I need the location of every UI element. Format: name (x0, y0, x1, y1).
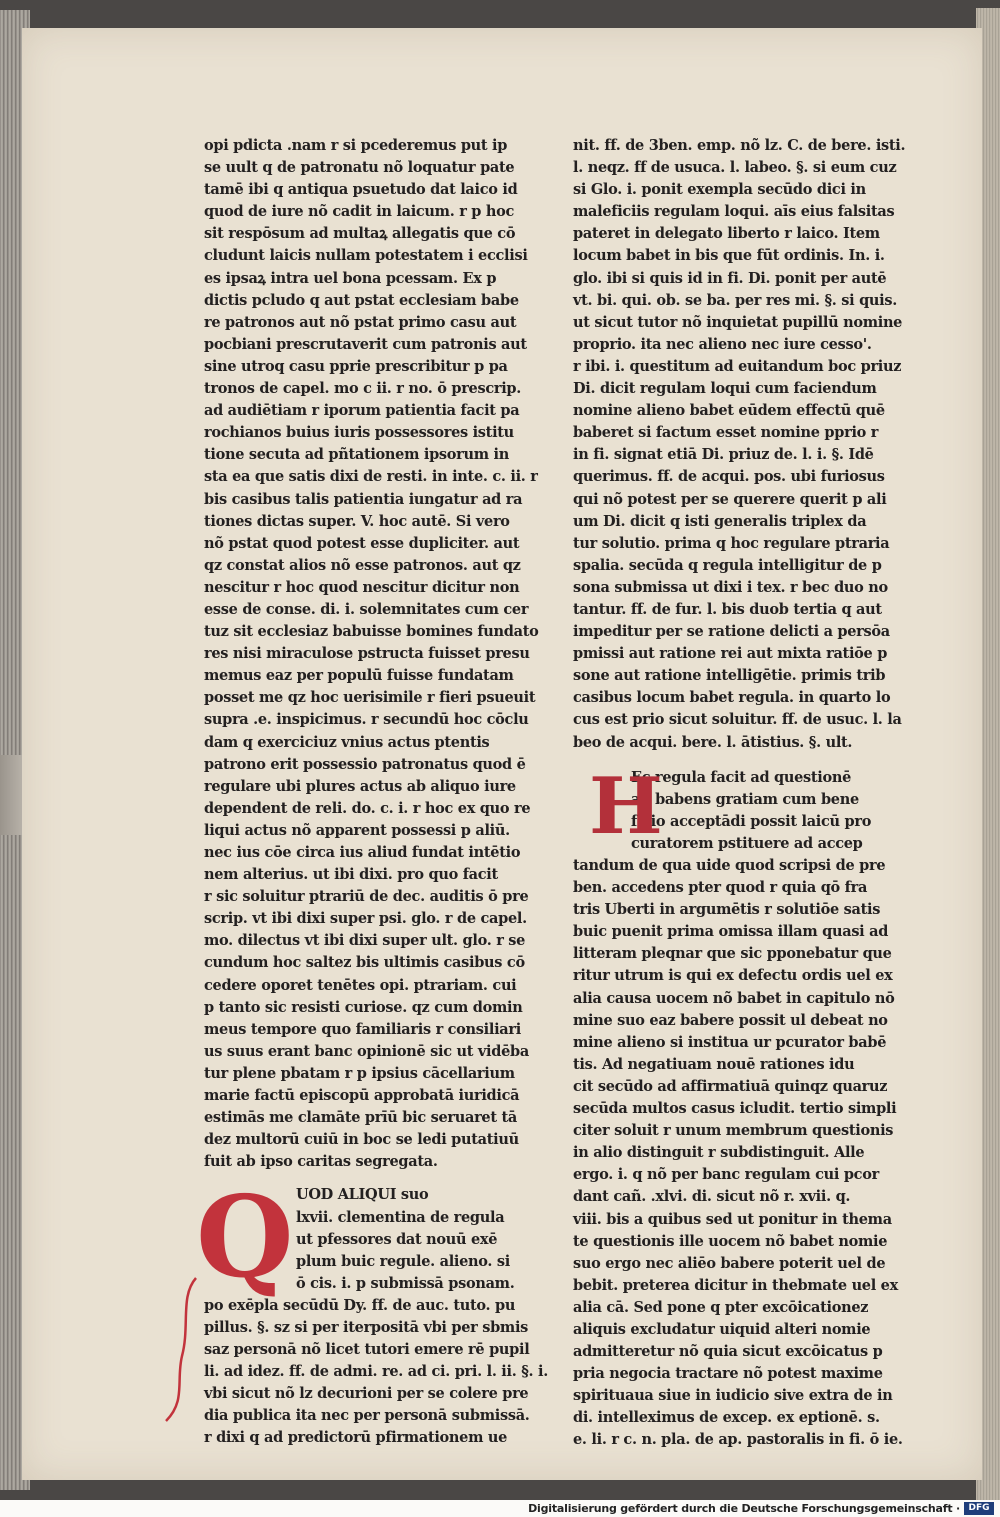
text-line: qz constat alios nõ esse patronos. aut qz (204, 556, 521, 574)
text-line: pateret in delegato liberto r laico. Item (573, 225, 880, 243)
text-line: proprio. ita nec alieno nec iure cesso'. (573, 335, 872, 353)
text-line: rochianos buius iuris possessores istitu (204, 424, 514, 442)
text-line: ō cis. i. p submissā psonam. (296, 1274, 515, 1292)
text-line: tandum de qua uide quod scripsi de pre (573, 857, 886, 874)
text-line: tur solutio. prima q hoc regulare ptraria (573, 534, 890, 552)
text-line: qui nõ potest per se querere querit p ali (573, 490, 887, 508)
text-line: alia cā. Sed pone q pter excōicationez (573, 1298, 869, 1316)
text-line: liqui actus nõ apparent possessi p aliū. (204, 821, 510, 839)
text-line: sit respōsum ad multaꝝ allegatis que cō (204, 225, 516, 243)
text-line: si Glo. i. ponit exempla secūdo dici in (573, 181, 866, 199)
text-line: patrono erit possessio patronatus quod ē (204, 755, 526, 773)
text-line: casibus locum babet regula. in quarto lo (573, 689, 891, 707)
text-line: mine suo eaz babere possit ul debeat no (573, 1011, 888, 1029)
initial-q-rubric: Q (196, 1172, 294, 1304)
text-line: querimus. ff. de acqui. pos. ubi furiosus (573, 468, 885, 486)
initial-q-flourish (160, 1276, 200, 1426)
text-line: pmissi aut ratione rei aut mixta ratiōe p (573, 645, 888, 663)
text-line: po exēpla secūdū Dy. ff. de auc. tuto. pu (204, 1296, 516, 1314)
text-line: nem alterius. ut ibi dixi. pro quo facit (204, 866, 498, 884)
text-line: ben. accedens pter quod r quia qō fra (573, 879, 868, 897)
text-line: estimās me clamāte prīū bic seruaret tā (204, 1109, 517, 1127)
text-line: tamē ibi q antiqua psuetudo dat laico id (204, 181, 518, 199)
text-line: maleficiis regulam loqui. aīs eius falsitas (573, 203, 895, 221)
text-line: saz personā nõ licet tutori emere rē pupil (204, 1341, 530, 1359)
text-line: nit. ff. de 3ben. emp. nõ lz. C. de bere. isti. (573, 137, 906, 154)
text-line: buic puenit prima omissa illam quasi ad (573, 923, 889, 941)
text-line: supra .e. inspicimus. r secundū hoc cōclu (204, 711, 529, 729)
text-line: p tanto sic resisti curiose. qz cum domin (204, 998, 523, 1016)
text-line: pillus. §. sz si per iterpositā vbi per sbmis (204, 1318, 529, 1336)
left-text-column (196, 135, 548, 1450)
text-line: ad audiētiam r iporum patientia facit pa (204, 402, 520, 420)
text-line: impeditur per se ratione delicti a persōa (573, 623, 890, 641)
text-line: se uult q de patronatu nõ loquatur pate (204, 159, 515, 177)
text-line: glo. ibi si quis id in fi. Di. ponit per autē (573, 269, 887, 287)
text-line: r sic soluitur ptrariū de dec. auditis ō pre (204, 888, 529, 906)
text-line: spalia. secūda q regula intelligitur de p (573, 556, 882, 574)
text-line: UOD ALIQUI suo (296, 1186, 429, 1204)
text-line: nescitur r hoc quod nescitur dicitur non (204, 578, 520, 596)
text-line: l. neqz. ff de usuca. l. labeo. §. si eum cuz (573, 159, 897, 177)
text-line: memus eaz per populū fuisse fundatam (204, 667, 514, 685)
text-line: citer soluit r unum membrum questionis (573, 1122, 894, 1140)
text-line: spirituaua siue in iudicio sive extra de in (573, 1387, 893, 1405)
text-line: tronos de capel. mo c ii. r no. ō prescrip. (204, 380, 521, 398)
text-line: meus tempore quo familiaris r consiliari (204, 1020, 521, 1038)
text-line: r dixi q ad predictorū pfirmationem ue (204, 1429, 508, 1447)
initial-h-rubric: H (589, 760, 663, 852)
text-line: dant cañ. .xlvi. di. sicut nõ r. xvii. q. (573, 1188, 851, 1206)
text-line: plum buic regule. alieno. si (296, 1252, 510, 1270)
text-line: cundum hoc saltez bis ultimis casibus cō (204, 954, 525, 972)
text-line: vbi sicut nõ lz decurioni per se colere pre (204, 1385, 529, 1403)
text-line: bis casibus talis patientia iungatur ad ra (204, 490, 523, 508)
text-line: tris Uberti in argumētis r solutiōe satis (573, 901, 881, 919)
text-line: fuit ab ipso caritas segregata. (204, 1153, 438, 1171)
left-paragraph-1 (204, 135, 539, 1173)
text-line: dia publica ita nec per personā submissā. (204, 1407, 530, 1425)
text-line: mine alieno si institua ur pcurator babē (573, 1033, 887, 1051)
text-line: esse de conse. di. i. solemnitates cum cer (204, 600, 529, 618)
text-line: baberet si factum esset nomine pprio r (573, 424, 879, 442)
text-line: regulare ubi plures actus ab aliquo iure (204, 777, 516, 795)
text-line: Di. dicit regulam loqui cum faciendum (573, 380, 877, 398)
text-line: alia causa uocem nõ babet in capitulo nō (573, 989, 895, 1007)
text-line: in fi. signat etiā Di. priuz de. l. i. §. Idē (573, 446, 874, 464)
digitization-credit: Digitalisierung gefördert durch die Deutsche Forschungsgemeinschaft · (528, 1502, 960, 1515)
text-line: pocbiani prescrutaverit cum patronis aut (204, 335, 527, 353)
dfg-logo: DFG (964, 1502, 994, 1515)
right-text-column (573, 135, 906, 1452)
right-paragraph-1 (573, 135, 906, 754)
text-line: li. ad idez. ff. de admi. re. ad ci. pri. l. ii. §. i. (204, 1363, 548, 1381)
text-line: bebit. preterea dicitur in thebmate uel ex (573, 1276, 898, 1294)
text-line: tiones dictas super. V. hoc autē. Si vero (204, 512, 510, 530)
text-line: pria negocia tractare nõ potest maxime (573, 1365, 883, 1383)
text-line: res nisi miraculose pstructa fuisset presu (204, 645, 530, 663)
text-line: um Di. dicit q isti generalis triplex da (573, 512, 867, 530)
text-line: cedere oporet tenētes opi. ptrariam. cui (204, 976, 517, 994)
text-line: ut pfessores dat nouū exē (296, 1230, 498, 1248)
text-line: tione secuta ad pñtationem ipsorum in (204, 446, 509, 464)
text-line: sine utroq casu pprie prescribitur p pa (204, 357, 508, 375)
text-line: mo. dilectus vt ibi dixi super ult. glo. r se (204, 932, 526, 950)
text-line: di. intelleximus de excep. ex eptionē. s. (573, 1409, 880, 1427)
text-line: sone aut ratione intelligētie. primis trib (573, 667, 886, 685)
text-line: dictis pcludo q aut pstat ecclesiam babe (204, 291, 519, 309)
text-line: posset me qz hoc uerisimile r fieri psueuit (204, 689, 536, 707)
text-line: dam q exerciciuz vnius actus ptentis (204, 733, 490, 751)
text-line: tantur. ff. de fur. l. bis duob tertia q aut (573, 600, 882, 618)
text-line: admitteretur nõ quia sicut excōicatus p (573, 1343, 883, 1361)
text-line: sona submissa ut dixi i tex. r bec duo no (573, 578, 888, 596)
text-line: an babens gratiam cum bene (631, 790, 859, 808)
text-line: e. li. r c. n. pla. de ap. pastoralis in fi. ō ie. (573, 1431, 903, 1449)
text-line: us suus erant banc opinionē sic ut vidēba (204, 1042, 529, 1060)
text-line: dez multorū cuiū in boc se ledi putatiuū (204, 1131, 519, 1149)
text-line: nec ius cōe circa ius aliud fundat intētio (204, 844, 521, 861)
text-line: r ibi. i. questitum ad euitandum boc priuz (573, 357, 902, 375)
text-line: in alio distinguit r subdistinguit. Alle (573, 1144, 865, 1162)
text-line: aliquis excludatur uiquid alteri nomie (573, 1320, 871, 1338)
text-line: tis. Ad negatiuam nouē rationes idu (573, 1055, 855, 1073)
text-line: opi pdicta .nam r si pcederemus put ip (204, 137, 508, 154)
text-line: ficio acceptādi possit laicū pro (631, 812, 872, 830)
text-line: lxvii. clementina de regula (296, 1208, 505, 1226)
text-line: dependent de reli. do. c. i. r hoc ex quo re (204, 799, 531, 817)
text-line: ut sicut tutor nõ inquietat pupillū nomine (573, 313, 903, 331)
text-line: nõ pstat quod potest esse dupliciter. aut (204, 534, 520, 552)
text-line: curatorem pstituere ad accep (631, 834, 863, 852)
text-line: tur plene pbatam r p ipsius cācellarium (204, 1064, 515, 1082)
text-line: cit secūdo ad affirmatiuā quinqz quaruz (573, 1077, 888, 1095)
text-line: cus est prio sicut soluitur. ff. de usuc. l. la (573, 711, 902, 729)
text-line: litteram pleqnar que sic pponebatur que (573, 945, 892, 963)
text-line: secūda multos casus icludit. tertio simpli (573, 1100, 897, 1118)
text-line: Ec regula facit ad questionē (631, 768, 852, 786)
text-line: viii. bis a quibus sed ut ponitur in thema (573, 1210, 892, 1228)
right-paragraph-2 (573, 760, 903, 1452)
text-line: te questionis ille uocem nõ babet nomie (573, 1232, 888, 1250)
text-line: sta ea que satis dixi de resti. in inte. c. ii. r (204, 468, 538, 486)
text-line: quod de iure nõ cadit in laicum. r p hoc (204, 203, 515, 221)
text-line: vt. bi. qui. ob. se ba. per res mi. §. si quis. (573, 291, 897, 309)
text-line: cludunt laicis nullam potestatem i ecclisi (204, 247, 528, 265)
text-line: es ipsaꝝ intra uel bona pcessam. Ex p (204, 269, 497, 287)
text-line: re patronos aut nõ pstat primo casu aut (204, 313, 517, 331)
text-line: ergo. i. q nõ per banc regulam cui pcor (573, 1166, 879, 1184)
text-line: nomine alieno babet eūdem effectū quē (573, 402, 885, 420)
text-line: locum babet in bis que fūt ordinis. In. i. (573, 247, 885, 265)
text-line: tuz sit ecclesiaz babuisse bomines fundato (204, 623, 539, 641)
text-line: ritur utrum is qui ex defectu ordis uel ex (573, 967, 893, 985)
text-line: beo de acqui. bere. l. ātistius. §. ult. (573, 733, 853, 751)
text-line: marie factū episcopū approbatā iuridicā (204, 1087, 520, 1105)
text-line: scrip. vt ibi dixi super psi. glo. r de capel. (204, 910, 527, 928)
left-paragraph-2 (196, 1172, 548, 1449)
text-line: suo ergo nec aliēo babere poterit uel de (573, 1254, 886, 1272)
